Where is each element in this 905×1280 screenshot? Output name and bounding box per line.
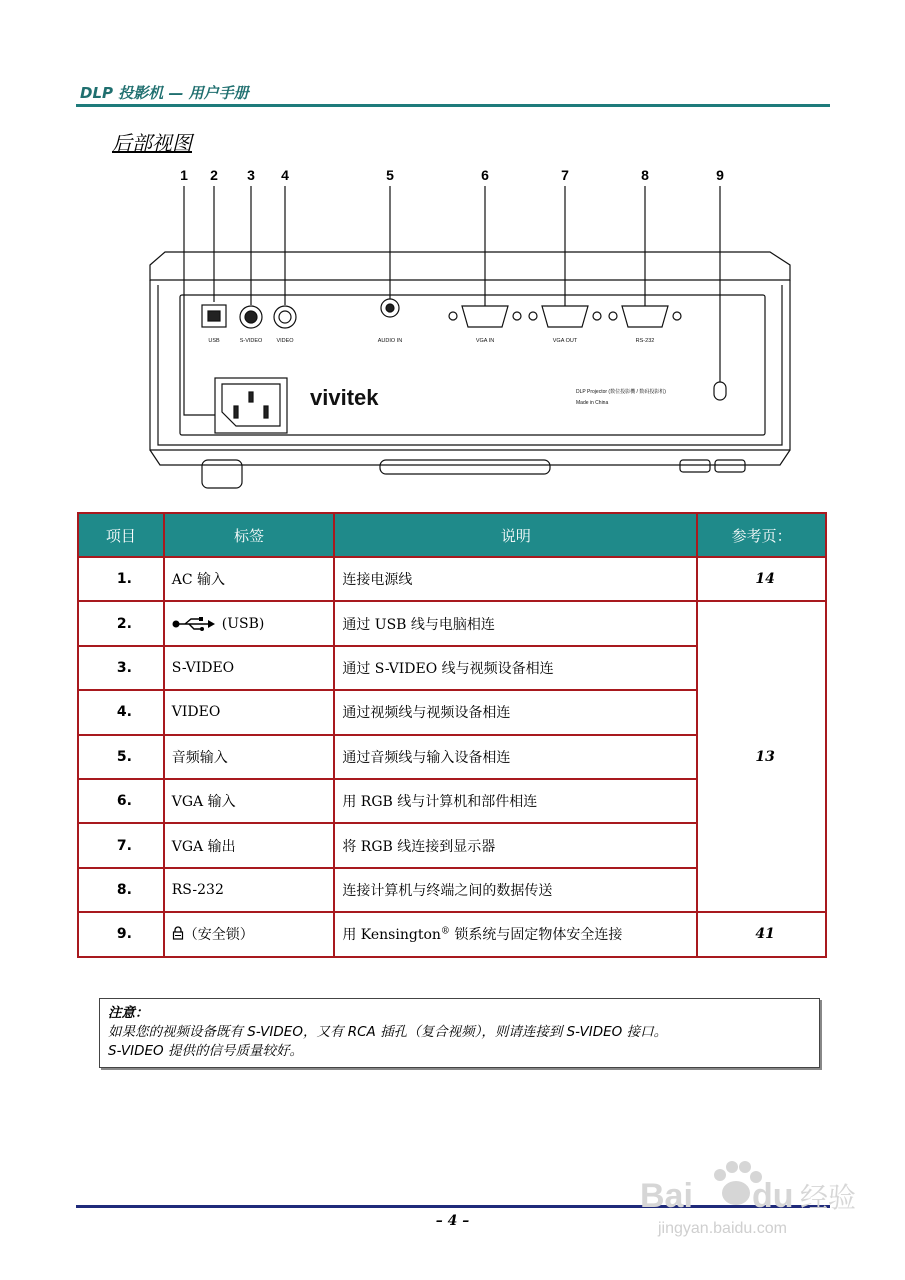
page-number: – 4 – — [435, 1213, 470, 1229]
lock-icon — [172, 926, 184, 940]
svg-text:RS-232: RS-232 — [635, 338, 655, 344]
callout-3: 3 — [247, 167, 255, 183]
svg-text:VGA IN: VGA IN — [475, 338, 495, 344]
header-title: DLP 投影机 — 用户手册 — [80, 84, 249, 102]
usb-icon — [172, 617, 216, 631]
table-row: 1. AC 输入 连接电源线 14 — [78, 557, 826, 601]
made-in-text: Made in China — [576, 400, 609, 406]
projector-body — [150, 252, 790, 488]
table-row: 3. S-VIDEO 通过 S-VIDEO 线与视频设备相连 — [78, 646, 826, 690]
rs-232-port — [609, 306, 681, 327]
svg-text:AUDIO IN: AUDIO IN — [377, 338, 403, 344]
callout-4: 4 — [281, 167, 289, 183]
watermark-cn: 经验 — [800, 1182, 857, 1213]
table-row: 4. VIDEO 通过视频线与视频设备相连 — [78, 690, 826, 734]
watermark-brand: Bai — [640, 1177, 693, 1215]
model-text: DLP Projector (数位投影機 / 数码投影机) — [576, 389, 666, 395]
table-row: 6. VGA 输入 用 RGB 线与计算机和部件相连 — [78, 779, 826, 823]
svg-text:S-VIDEO: S-VIDEO — [239, 338, 263, 344]
svg-text:VGA OUT: VGA OUT — [552, 338, 578, 344]
callout-1: 1 — [180, 167, 188, 183]
callout-7: 7 — [561, 167, 569, 183]
note-line-1: 如果您的视频设备既有 S-VIDEO，又有 RCA 插孔（复合视频），则请连接到 S-VIDEO 接口。 — [108, 1024, 668, 1040]
note-box — [99, 998, 820, 1068]
header-page: 参考页： — [697, 513, 826, 557]
callout-5: 5 — [386, 167, 394, 183]
note-line-2: S-VIDEO 提供的信号质量较好。 — [108, 1043, 303, 1059]
section-title: 后部视图 — [112, 131, 192, 155]
watermark-brand-2: du — [752, 1177, 794, 1215]
ref-page-13: 13 — [697, 601, 826, 912]
rear-view-diagram — [140, 160, 800, 500]
svg-text:USB: USB — [208, 338, 220, 344]
watermark — [640, 1145, 860, 1245]
watermark-url: jingyan.baidu.com — [658, 1220, 787, 1237]
header-rule — [76, 104, 830, 107]
table-row: 7. VGA 输出 将 RGB 线连接到显示器 — [78, 823, 826, 867]
header-item: 项目 — [78, 513, 164, 557]
vga-in-port — [449, 306, 521, 327]
callout-6: 6 — [481, 167, 489, 183]
table-row: 8. RS-232 连接计算机与终端之间的数据传送 — [78, 868, 826, 912]
spec-table — [77, 512, 827, 958]
table-row: 9. （安全锁） 用 Kensington® 锁系统与固定物体安全连接 41 — [78, 912, 826, 956]
svg-text:VIDEO: VIDEO — [276, 338, 294, 344]
ref-page-14: 14 — [697, 557, 826, 601]
table-header — [78, 513, 826, 557]
callout-8: 8 — [641, 167, 649, 183]
callout-9: 9 — [716, 167, 724, 183]
ref-page-41: 41 — [697, 912, 826, 956]
table-row: 2. (USB) 通过 USB 线与电脑相连 13 — [78, 601, 826, 645]
brand-logo: vivitek — [310, 385, 379, 410]
header-label: 标签 — [164, 513, 335, 557]
callout-2: 2 — [210, 167, 218, 183]
note-title: 注意： — [108, 1005, 149, 1021]
ac-input — [215, 378, 287, 433]
vga-out-port — [529, 306, 601, 327]
table-row: 5. 音频输入 通过音频线与输入设备相连 — [78, 735, 826, 779]
kensington-slot — [714, 382, 726, 400]
header-desc: 说明 — [334, 513, 697, 557]
